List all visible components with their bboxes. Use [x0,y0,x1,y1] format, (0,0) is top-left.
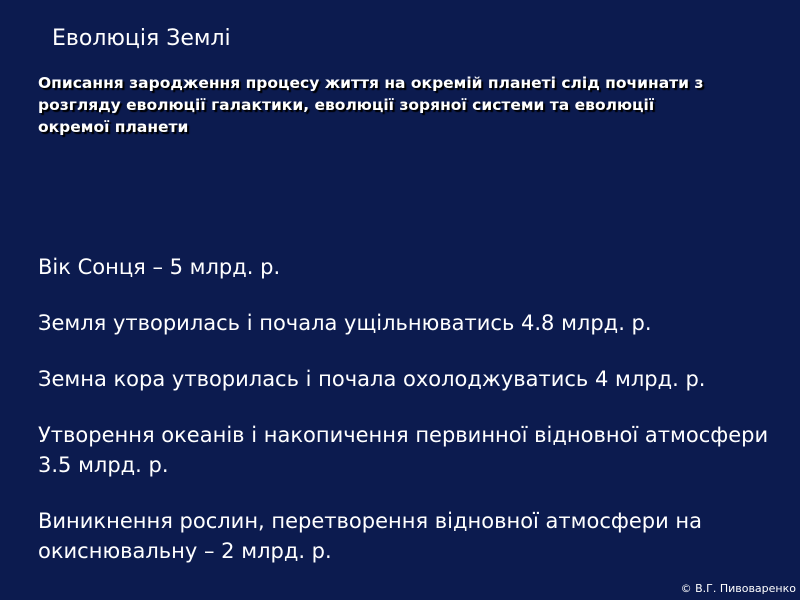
copyright-notice: © В.Г. Пивоваренко [680,582,796,595]
fact-crust-formation: Земна кора утворилась і почала охолоджуватись 4 млрд. р. [38,367,706,391]
intro-paragraph: Описання зародження процесу життя на окремій планеті слід починати з розгляду еволюції галактики, еволюції зоряної системи та еволюції окремої планети [38,74,704,136]
facts-list [38,252,778,566]
fact-earth-formation: Земля утворилась і почала ущільнюватись 4.8 млрд. р. [38,311,652,335]
fact-oceans-formation: Утворення океанів і накопичення первинної відновної атмосфери 3.5 млрд. р. [38,423,769,477]
slide-title: Еволюція Землі [52,26,231,51]
fact-plants-emergence: Виникнення рослин, перетворення відновної атмосфери на окиснювальну – 2 млрд. р. [38,509,703,563]
fact-sun-age: Вік Сонця – 5 млрд. р. [38,255,281,279]
